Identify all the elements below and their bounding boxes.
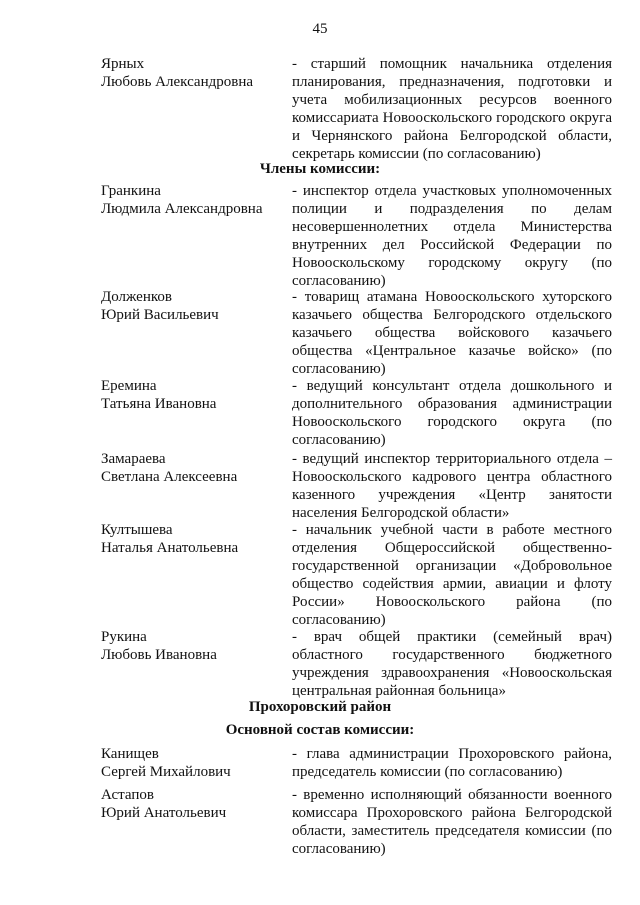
member-surname: Култышева (101, 522, 173, 538)
member-given-name: Любовь Ивановна (101, 647, 217, 663)
member-name (101, 786, 281, 822)
member-name (101, 377, 281, 413)
member-role: - ведущий инспектор территориального отдела – Новооскольского кадрового центра областного казенного учреждения «Центр занятости населения Белгородской области» (292, 451, 612, 521)
member-name (101, 182, 281, 218)
member-given-name: Юрий Анатольевич (101, 805, 227, 821)
section-heading-members: Члены комиссии: (259, 161, 381, 177)
member-surname: Канищев (101, 746, 159, 762)
member-surname: Астапов (101, 787, 154, 803)
member-surname: Рукина (101, 629, 147, 645)
member-given-name: Наталья Анатольевна (101, 540, 239, 556)
member-role: - товарищ атамана Новооскольского хуторского казачьего общества Белгородского отдельского казачьего общества войскового казачьего общества «Центральное казачье войско» (по согласованию) (292, 289, 612, 377)
district-heading: Прохоровский район (248, 699, 392, 715)
member-role: - начальник учебной части в работе местного отделения Общероссийской общественно-государственной организации «Добровольное общество содействия армии, авиации и флоту России» Новооскольского района (по согласованию) (292, 522, 612, 628)
member-name (101, 55, 281, 91)
member-surname: Еремина (101, 378, 157, 394)
member-name (101, 450, 281, 486)
member-surname: Замараева (101, 451, 166, 467)
member-given-name: Светлана Алексеевна (101, 469, 238, 485)
member-name (101, 521, 281, 557)
member-given-name: Юрий Васильевич (101, 307, 219, 323)
member-surname: Ярных (101, 56, 145, 72)
member-role: - глава администрации Прохоровского района, председатель комиссии (по согласованию) (292, 746, 612, 780)
member-role: - врач общей практики (семейный врач) областного государственного бюджетного учреждения здравоохранения «Новооскольская центральная районная больница» (292, 629, 612, 699)
page-number: 45 (312, 21, 328, 37)
member-role: - ведущий консультант отдела дошкольного и дополнительного образования администрации Новооскольского городского округа (по согласованию) (292, 378, 612, 448)
member-name (101, 628, 281, 664)
member-given-name: Татьяна Ивановна (101, 396, 217, 412)
member-given-name: Сергей Михайлович (101, 764, 231, 780)
member-role: - старший помощник начальника отделения планирования, предназначения, подготовки и учета мобилизационных ресурсов военного комиссариата Новооскольского городского округа и Чернянского района Белгородской области, секретарь комиссии (по согласованию) (292, 56, 612, 162)
member-role: - инспектор отдела участковых уполномоченных полиции и подразделения по делам несовершеннолетних отдела Министерства внутренних дел Российской Федерации по Новооскольскому городскому округу (по согласованию) (292, 183, 612, 289)
member-surname: Долженков (101, 289, 172, 305)
member-name (101, 745, 281, 781)
member-role: - временно исполняющий обязанности военного комиссара Прохоровского района Белгородской области, заместитель председателя комиссии (по согласованию) (292, 787, 612, 857)
member-surname: Гранкина (101, 183, 161, 199)
member-name (101, 288, 281, 324)
section-heading-main-composition: Основной состав комиссии: (225, 722, 415, 738)
member-given-name: Людмила Александровна (101, 201, 263, 217)
member-given-name: Любовь Александровна (101, 74, 253, 90)
